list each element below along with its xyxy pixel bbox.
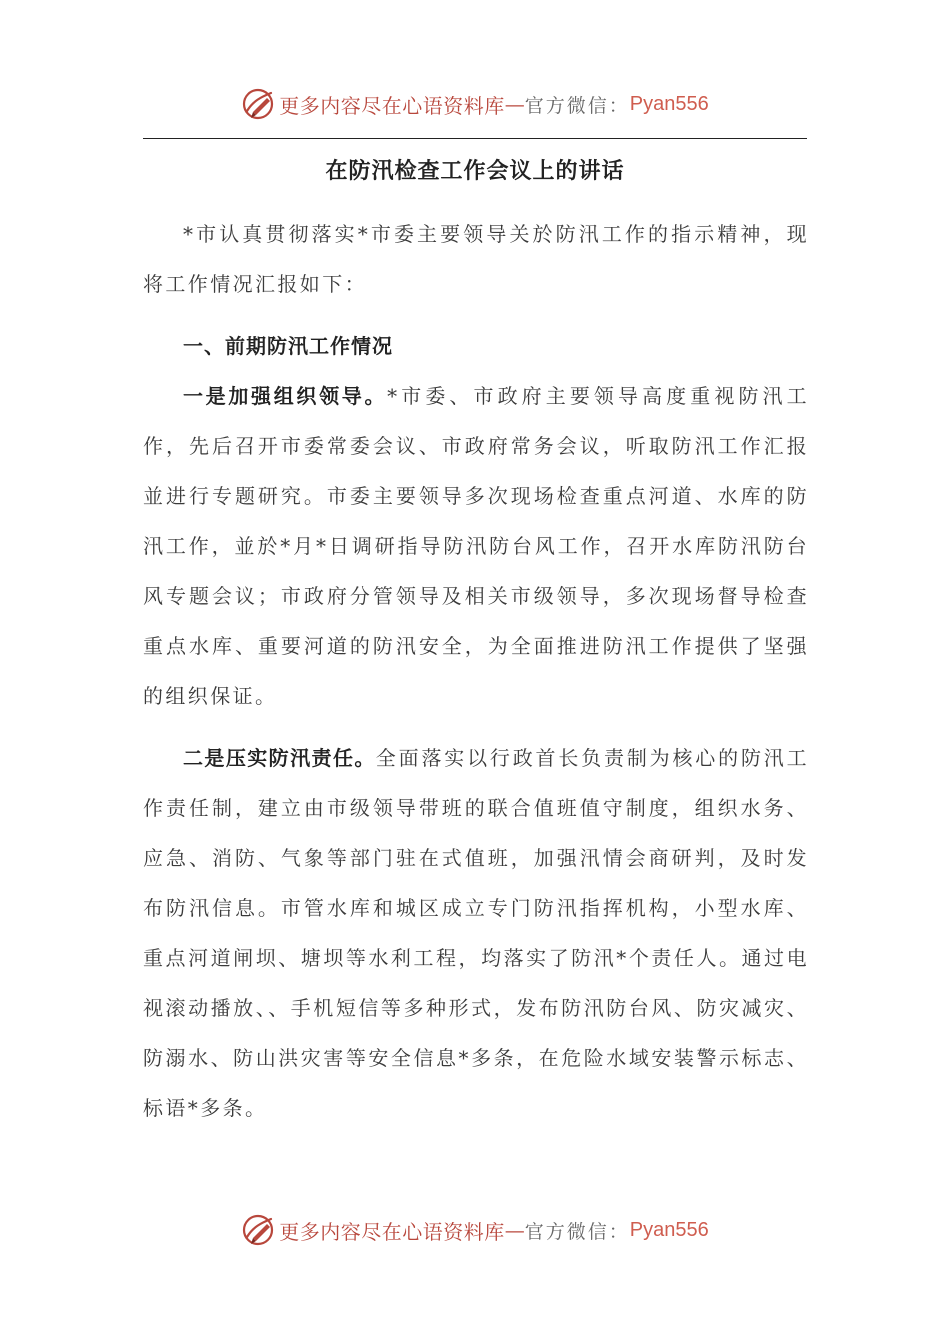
pen-logo-icon (241, 1213, 275, 1247)
header-divider (143, 138, 807, 139)
banner-dash: — (504, 92, 525, 116)
pen-logo-icon (241, 87, 275, 121)
banner-contact-label: 官方微信： (524, 1220, 630, 1243)
document-title: 在防汛检查工作会议上的讲话 (325, 159, 625, 184)
point-1-body: *市委、市政府主要领导高度重视防汛工作，先后召开市委常委会议、市政府常务会议，听取防汛工作汇报並进行专题研究。市委主要领导多次现场检查重点河道、水库的防汛工作，並於*月*日调研指导防汛防台风工作，召开水库防汛防台风专题会议；市政府分管领导及相关市级领导，多次现场督导检查重点水库、重要河道的防汛安全，为全面推进防汛工作提供了坚强的组织保证。 (143, 384, 810, 708)
banner-site-text: 更多内容尽在心语资料库 (279, 1219, 505, 1244)
banner-contact-label: 官方微信： (524, 94, 630, 117)
point-1-lead: 一是加强组织领导。 (183, 384, 388, 408)
banner-contact-id: Pyan556 (629, 1218, 709, 1241)
intro-paragraph: *市认真贯彻落实*市委主要领导关於防汛工作的指示精神，现将工作情况汇报如下： (143, 222, 809, 296)
point-1-paragraph (143, 371, 809, 721)
header-banner (0, 84, 950, 124)
banner-dash: — (504, 1218, 525, 1242)
document-body (143, 209, 809, 1133)
point-2-lead: 二是压实防汛责任。 (183, 746, 376, 770)
point-2-paragraph (143, 733, 809, 1133)
section-heading: 一、前期防汛工作情况 (183, 334, 393, 358)
footer-banner (0, 1210, 950, 1250)
point-2-body: 全面落实以行政首长负责制为核心的防汛工作责任制，建立由市级领导带班的联合值班值守制度，组织水务、应急、消防、气象等部门驻在式值班，加强汛情会商研判，及时发布防汛信息。市管水库和城区成立专门防汛指挥机构，小型水库、重点河道闸坝、塘坝等水利工程，均落实了防汛*个责任人。通过电视滚动播放、、手机短信等多种形式，发布防汛防台风、防灾减灾、防溺水、防山洪灾害等安全信息*多条，在危险水域安装警示标志、标语*多条。 (143, 746, 809, 1120)
banner-contact-id: Pyan556 (629, 92, 709, 115)
banner-site-text: 更多内容尽在心语资料库 (279, 93, 505, 118)
